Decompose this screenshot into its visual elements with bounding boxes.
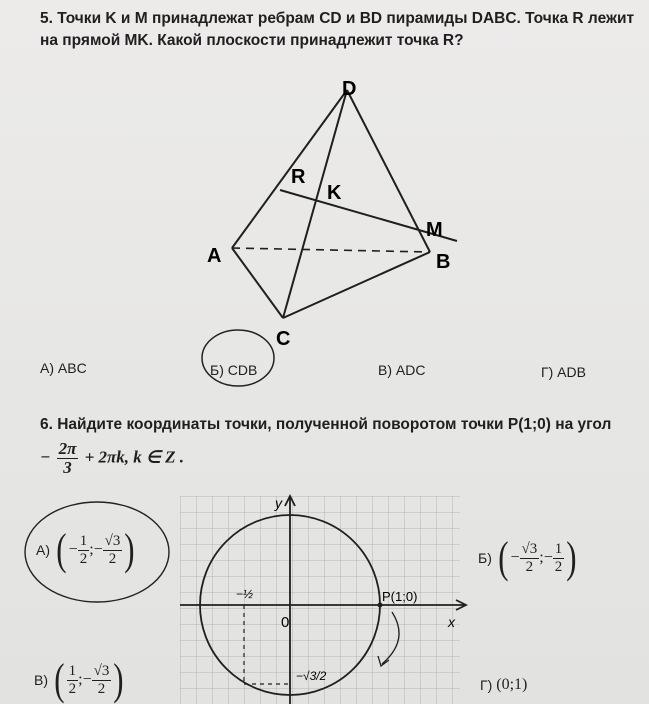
x-axis-label: x xyxy=(448,614,455,630)
q5-option-c[interactable]: В) ADC xyxy=(378,362,426,378)
question-5-text: 5. Точки K и M принадлежат ребрам CD и BD пирамиды DABC. Точка R лежит на прямой MK. Какой плоскости принадлежит точка R? xyxy=(40,10,635,49)
q5-option-b[interactable]: Б) CDB xyxy=(210,362,258,378)
q6-option-b[interactable]: Б) ( − $\frac{√3}{2}$ ; − $\frac{1}{2}$ ) xyxy=(478,533,577,582)
point-label-r: R xyxy=(291,166,306,188)
point-label-m: M xyxy=(426,219,443,241)
y-axis-label: y xyxy=(275,495,282,511)
q6-option-c[interactable]: В) ( $\frac{1}{2}$ ; − $\frac{√3}{2}$ ) xyxy=(34,655,124,704)
handwritten-neg-root3-half: −√3/2 xyxy=(296,669,327,683)
vertex-label-a: A xyxy=(207,245,222,267)
vertex-label-b: B xyxy=(436,251,451,273)
q5-option-a[interactable]: А) ABC xyxy=(40,360,87,376)
q6-option-d[interactable]: Г) (0;1) xyxy=(480,676,528,693)
q5-option-d[interactable]: Г) ADB xyxy=(541,364,586,380)
point-label-k: K xyxy=(327,182,342,204)
angle-expression: − $\frac{2\pi}{3}$ + 2πk, k ∈ Z . xyxy=(40,439,185,477)
vertex-label-c: C xyxy=(276,328,291,350)
handwritten-neg-half: −½ xyxy=(236,587,254,601)
vertex-label-d: D xyxy=(342,78,357,100)
origin-label: 0 xyxy=(281,614,290,631)
point-p-label: P(1;0) xyxy=(382,589,418,604)
q6-option-a[interactable]: А) ( − $\frac{1}{2}$ ; − $\frac{√3}{2}$ ) xyxy=(36,525,135,574)
question-6-text: 6. Найдите координаты точки, полученной поворотом точки P(1;0) на угол xyxy=(40,416,612,433)
